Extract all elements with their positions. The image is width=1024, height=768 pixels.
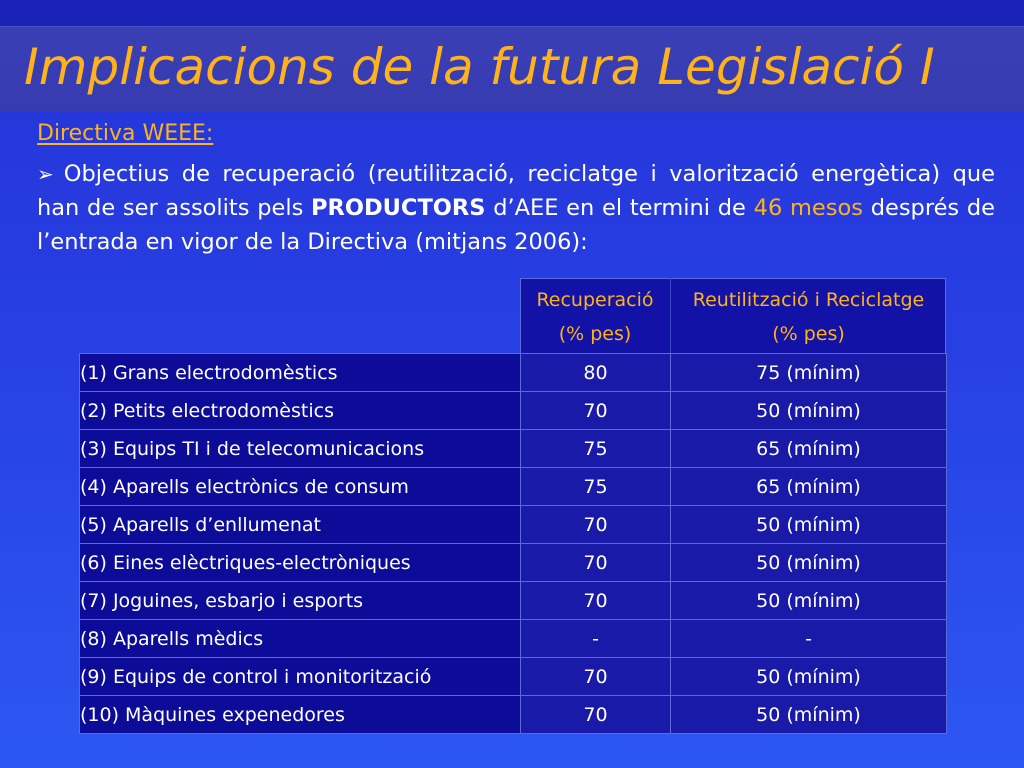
table-row	[80, 468, 947, 506]
paragraph-text-part2: d’AEE en el termini de	[485, 195, 754, 221]
reutilitzacio-cell: 75 (mínim)	[671, 354, 947, 392]
category-cell: (10) Màquines expenedores	[80, 696, 521, 734]
table-row	[80, 620, 947, 658]
table-row	[80, 354, 947, 392]
reutilitzacio-cell: 50 (mínim)	[671, 392, 947, 430]
top-strip	[0, 0, 1024, 26]
months-highlight: 46 mesos	[753, 195, 863, 221]
recuperacio-cell: 70	[521, 506, 671, 544]
recuperacio-cell: 70	[521, 582, 671, 620]
header-reutilitzacio	[670, 278, 946, 354]
reutilitzacio-cell: 50 (mínim)	[671, 658, 947, 696]
table-row	[80, 392, 947, 430]
reutilitzacio-cell: 50 (mínim)	[671, 544, 947, 582]
reutilitzacio-cell: 50 (mínim)	[671, 582, 947, 620]
table-row	[80, 696, 947, 734]
recuperacio-cell: 70	[521, 658, 671, 696]
table-row	[80, 582, 947, 620]
header-recuperacio-line1: Recuperació	[536, 289, 654, 311]
paragraph-text-part3: després de l’entrada en vigor de la Directiva (mitjans 2006):	[37, 195, 996, 255]
reutilitzacio-cell: 50 (mínim)	[671, 506, 947, 544]
header-reutilitzacio-line2: (% pes)	[772, 323, 845, 345]
table-row	[80, 430, 947, 468]
reutilitzacio-cell: -	[671, 620, 947, 658]
category-cell: (7) Joguines, esbarjo i esports	[80, 582, 521, 620]
category-cell: (5) Aparells d’enllumenat	[80, 506, 521, 544]
category-cell: (4) Aparells electrònics de consum	[80, 468, 521, 506]
category-cell: (2) Petits electrodomèstics	[80, 392, 521, 430]
header-reutilitzacio-line1: Reutilització i Reciclatge	[692, 289, 925, 311]
table-header	[520, 278, 946, 354]
table-row	[80, 544, 947, 582]
header-recuperacio	[520, 278, 670, 354]
header-recuperacio-line2: (% pes)	[558, 323, 632, 345]
category-cell: (8) Aparells mèdics	[80, 620, 521, 658]
category-cell: (9) Equips de control i monitorització	[80, 658, 521, 696]
recuperacio-cell: 70	[521, 544, 671, 582]
reutilitzacio-cell: 65 (mínim)	[671, 468, 947, 506]
category-cell: (6) Eines elèctriques-electròniques	[80, 544, 521, 582]
table-row	[80, 658, 947, 696]
reutilitzacio-cell: 65 (mínim)	[671, 430, 947, 468]
paragraph-text-part1: Objectius de recuperació (reutilització, reciclatge i valorització energètica) que han de ser assolits pels	[37, 161, 995, 221]
table-row	[80, 506, 947, 544]
recuperacio-cell: 70	[521, 696, 671, 734]
directive-subheading: Directiva WEEE:	[37, 121, 214, 146]
category-cell: (1) Grans electrodomèstics	[80, 354, 521, 392]
targets-table	[79, 353, 947, 734]
reutilitzacio-cell: 50 (mínim)	[671, 696, 947, 734]
bullet-arrow-icon: ➢	[37, 162, 54, 186]
recuperacio-cell: -	[521, 620, 671, 658]
category-cell: (3) Equips TI i de telecomunicacions	[80, 430, 521, 468]
recuperacio-cell: 80	[521, 354, 671, 392]
producers-highlight: PRODUCTORS	[311, 195, 486, 221]
objectives-paragraph	[37, 157, 995, 259]
recuperacio-cell: 75	[521, 468, 671, 506]
slide-title: Implicacions de la futura Legislació I	[24, 38, 935, 96]
recuperacio-cell: 75	[521, 430, 671, 468]
recuperacio-cell: 70	[521, 392, 671, 430]
